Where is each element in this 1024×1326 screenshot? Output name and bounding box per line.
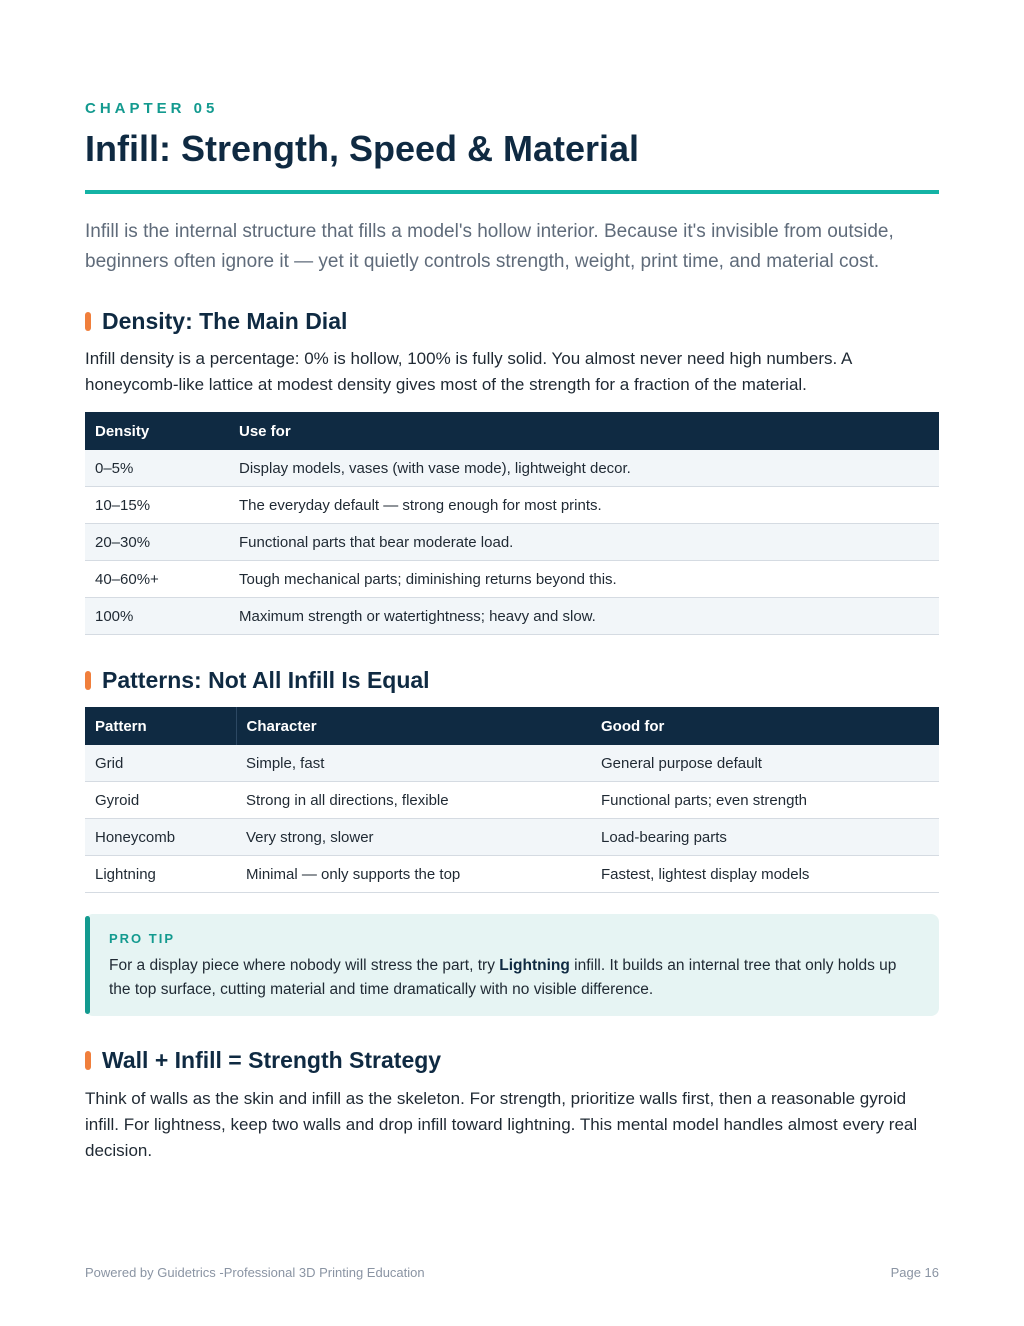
table-row xyxy=(85,524,939,561)
section-marker xyxy=(85,1051,91,1070)
good-for-cell: Functional parts; even strength xyxy=(591,782,939,819)
pattern-cell: Gyroid xyxy=(85,782,236,819)
use-cell: Maximum strength or watertightness; heavy and slow. xyxy=(229,598,939,635)
density-table xyxy=(85,412,939,635)
table-header-row xyxy=(85,707,939,745)
pro-tip-text-start: For a display piece where nobody will stress the part, try xyxy=(109,957,500,974)
pro-tip-text xyxy=(109,954,919,1002)
table-row xyxy=(85,856,939,893)
page-number: Page 16 xyxy=(890,1265,939,1280)
pro-tip-text-end: infill. It builds an internal tree that only holds up the top surface, cutting material and time dramatically with no visible difference. xyxy=(109,957,897,998)
intro-paragraph: Infill is the internal structure that fills a model's hollow interior. Because it's invisible from outside, beginners often ignore it — yet it quietly controls strength, weight, print time, and material cost. xyxy=(85,221,894,272)
pro-tip-emphasis: Lightning xyxy=(499,957,570,974)
density-cell: 0–5% xyxy=(85,450,229,487)
table-row xyxy=(85,598,939,635)
callout-accent-bar xyxy=(85,916,90,1014)
column-header: Use for xyxy=(229,412,939,450)
strategy-heading-text: Wall + Infill = Strength Strategy xyxy=(102,1047,442,1073)
column-header: Good for xyxy=(591,707,939,745)
character-cell: Minimal — only supports the top xyxy=(236,856,591,893)
good-for-cell: General purpose default xyxy=(591,745,939,782)
table-row xyxy=(85,561,939,598)
good-for-cell: Load-bearing parts xyxy=(591,819,939,856)
density-paragraph: Infill density is a percentage: 0% is hollow, 100% is fully solid. You almost never need high numbers. A honeycomb-like lattice at modest density gives most of the strength for a fraction of the material. xyxy=(85,349,852,394)
patterns-heading-text: Patterns: Not All Infill Is Equal xyxy=(102,667,430,693)
section-marker xyxy=(85,671,91,690)
pattern-cell: Honeycomb xyxy=(85,819,236,856)
table-header-row xyxy=(85,412,939,450)
pattern-cell: Lightning xyxy=(85,856,236,893)
character-cell: Very strong, slower xyxy=(236,819,591,856)
table-row xyxy=(85,745,939,782)
table-row xyxy=(85,819,939,856)
use-cell: Display models, vases (with vase mode), lightweight decor. xyxy=(229,450,939,487)
use-cell: Functional parts that bear moderate load. xyxy=(229,524,939,561)
page-title: Infill: Strength, Speed & Material xyxy=(85,128,640,169)
column-header: Density xyxy=(85,412,229,450)
good-for-cell: Fastest, lightest display models xyxy=(591,856,939,893)
pro-tip-label: PRO TIP xyxy=(109,931,176,946)
table-row xyxy=(85,487,939,524)
use-cell: Tough mechanical parts; diminishing returns beyond this. xyxy=(229,561,939,598)
strategy-heading xyxy=(85,1046,441,1074)
density-cell: 20–30% xyxy=(85,524,229,561)
column-header: Pattern xyxy=(85,707,236,745)
character-cell: Strong in all directions, flexible xyxy=(236,782,591,819)
strategy-paragraph: Think of walls as the skin and infill as the skeleton. For strength, prioritize walls first, then a reasonable gyroid infill. For lightness, keep two walls and drop infill toward lightning. This mental model handles almost every real decision. xyxy=(85,1089,918,1160)
patterns-table xyxy=(85,707,939,893)
table-row xyxy=(85,782,939,819)
pro-tip-callout xyxy=(85,914,939,1016)
density-cell: 10–15% xyxy=(85,487,229,524)
table-row xyxy=(85,450,939,487)
pattern-cell: Grid xyxy=(85,745,236,782)
density-heading xyxy=(85,307,347,335)
density-heading-text: Density: The Main Dial xyxy=(102,308,348,334)
footer-credit: Powered by Guidetrics -Professional 3D Printing Education xyxy=(85,1265,425,1280)
chapter-label: CHAPTER 05 xyxy=(85,100,219,117)
section-marker xyxy=(85,312,91,331)
patterns-heading xyxy=(85,666,430,694)
column-header: Character xyxy=(236,707,591,745)
density-cell: 40–60%+ xyxy=(85,561,229,598)
character-cell: Simple, fast xyxy=(236,745,591,782)
density-cell: 100% xyxy=(85,598,229,635)
use-cell: The everyday default — strong enough for most prints. xyxy=(229,487,939,524)
title-divider xyxy=(85,190,939,194)
